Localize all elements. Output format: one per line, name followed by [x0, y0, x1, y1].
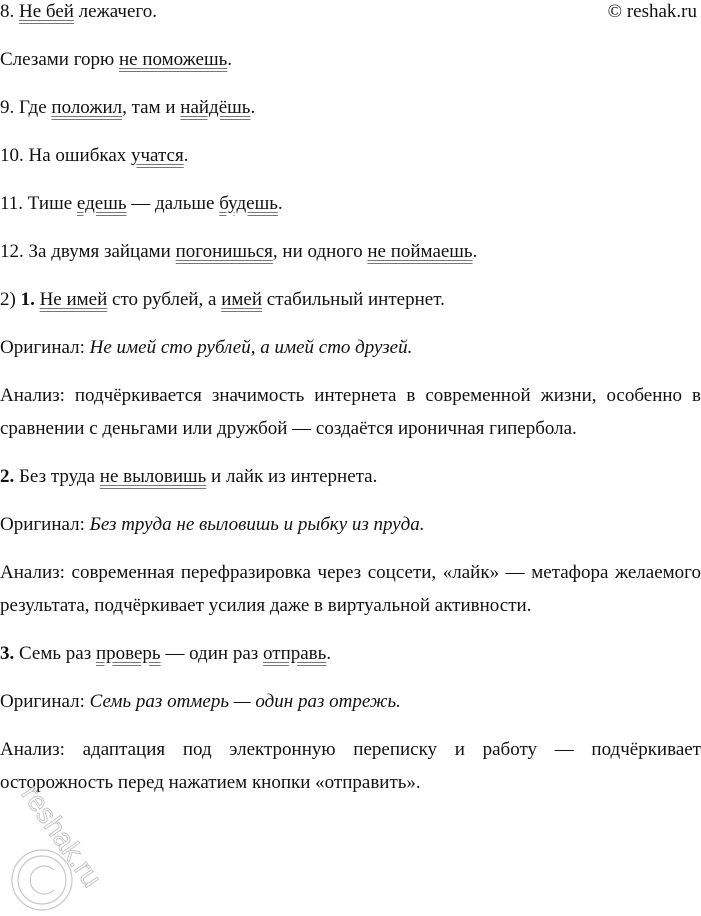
paragraph	[0, 91, 701, 124]
predicate-text: имей	[221, 289, 263, 310]
predicate-text: будешь	[219, 193, 278, 214]
text-segment: Оригинал:	[0, 691, 90, 712]
text-segment: Без труда	[14, 466, 100, 487]
text-segment: .	[227, 49, 233, 70]
item-number: 1.	[20, 289, 35, 310]
predicate-text: не выловишь	[99, 466, 207, 487]
predicate-text: найдёшь	[180, 97, 251, 118]
text-segment: Оригинал:	[0, 337, 90, 358]
text-segment: — один раз	[160, 643, 264, 664]
item-number: 3.	[0, 643, 15, 664]
text-segment: 12. За двумя зайцами	[0, 241, 176, 262]
predicate-text: Не бей	[19, 1, 74, 22]
text-segment: .	[472, 241, 478, 262]
text-segment: 10. На ошибках	[0, 145, 131, 166]
predicate-text: Не имей	[39, 289, 108, 310]
paragraph	[0, 43, 701, 76]
text-segment: 8.	[0, 1, 19, 22]
text-segment: .	[250, 97, 256, 118]
item-number: 2.	[0, 466, 15, 487]
text-segment: , ни одного	[272, 241, 368, 262]
paragraph	[0, 379, 701, 445]
original-proverb: Не имей сто рублей, а имей сто друзей.	[89, 337, 413, 358]
text-segment: Анализ: современная перефразировка через соцсети, «лайк» — метафора желаемого результата, подчёркивает усилия даже в виртуальной активности.	[0, 562, 701, 616]
paragraph	[0, 139, 701, 172]
text-segment: Анализ: подчёркивается значимость интернета в современной жизни, особенно в сравнении с деньгами или дружбой — создаётся ироничная гипербола.	[0, 385, 701, 439]
paragraph	[0, 556, 701, 622]
text-segment: Анализ: адаптация под электронную переписку и работу — подчёркивает осторожность перед нажатием кнопки «отправить».	[0, 739, 701, 793]
text-segment: Семь раз	[14, 643, 96, 664]
paragraph	[0, 733, 701, 799]
predicate-text: учатся	[131, 145, 184, 166]
predicate-text: отправь	[263, 643, 327, 664]
predicate-text: погонишься	[175, 241, 273, 262]
paragraph	[0, 331, 701, 364]
predicate-text: не поможешь	[118, 49, 228, 70]
text-segment: — дальше	[126, 193, 220, 214]
paragraph	[0, 187, 701, 220]
text-segment: Оригинал:	[0, 514, 90, 535]
paragraph	[0, 508, 701, 541]
predicate-text: проверь	[95, 643, 161, 664]
text-segment: .	[326, 643, 332, 664]
predicate-text: положил	[51, 97, 123, 118]
text-segment: лежачего.	[73, 1, 157, 22]
text-segment: .	[277, 193, 283, 214]
paragraph	[0, 637, 701, 670]
paragraph	[0, 0, 701, 28]
predicate-text: не поймаешь	[367, 241, 473, 262]
paragraph	[0, 460, 701, 493]
paragraph	[0, 283, 701, 316]
text-segment: 11. Тише	[0, 193, 77, 214]
text-segment: и лайк из интернета.	[206, 466, 378, 487]
original-proverb: Семь раз отмерь — один раз отрежь.	[89, 691, 401, 712]
text-segment: 2)	[0, 289, 21, 310]
predicate-text: едешь	[76, 193, 127, 214]
text-segment: Слезами горю	[0, 49, 119, 70]
text-segment: .	[183, 145, 189, 166]
text-segment: стабильный интернет.	[262, 289, 445, 310]
site-label: © reshak.ru	[607, 1, 697, 22]
svg-text:reshak.ru: reshak.ru	[15, 779, 108, 893]
text-segment: сто рублей, а	[107, 289, 222, 310]
paragraph	[0, 685, 701, 718]
text-segment: 9. Где	[0, 97, 52, 118]
paragraph	[0, 235, 701, 268]
original-proverb: Без труда не выловишь и рыбку из пруда.	[89, 514, 425, 535]
text-segment: , там и	[122, 97, 181, 118]
